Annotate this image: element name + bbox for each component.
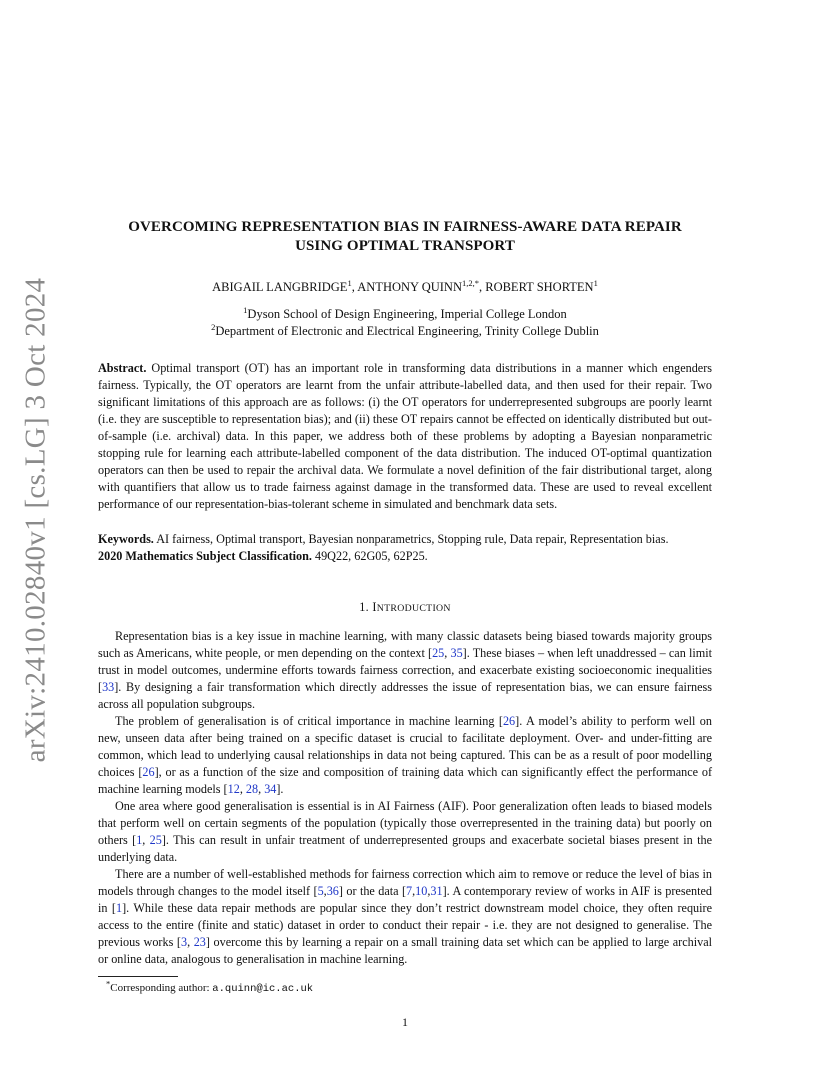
paragraph-text: One area where good generalisation is essential is in AI Fairness (AIF). Poor generalization often leads to biased models that perform well on certain segments of the population (typically those overrepresented in the training data) but poorly on others [ bbox=[98, 799, 712, 847]
author-name: ANTHONY QUINN bbox=[357, 280, 462, 294]
paragraph-text: ]. While these data repair methods are popular since they don’t restrict downstream model choice, they often require access to the entire (finite and static) dataset in order to conduct their repair - i.e. they are not designed to generalise. The previous works [ bbox=[98, 901, 713, 949]
paragraph-text: ], or as a function of the size and composition of training data which can significantly effect the performance of machine learning models [ bbox=[98, 765, 713, 796]
paper-title bbox=[98, 218, 712, 256]
paragraph-text: There are a number of well-established methods for fairness correction which aim to remove or reduce the level of bias in models through changes to the model itself [ bbox=[98, 867, 712, 898]
citation-link[interactable]: 36 bbox=[326, 884, 339, 898]
section-title-rest: NTRODUCTION bbox=[376, 603, 451, 614]
citation-link[interactable]: 3 bbox=[180, 935, 188, 949]
title-line-2: USING OPTIMAL TRANSPORT bbox=[295, 238, 515, 254]
footnote-email: a.quinn@ic.ac.uk bbox=[212, 983, 314, 995]
paragraph-text: ]. These biases – when left unaddressed – can limit trust in model outcomes, undermine efforts towards fairness correction, and exacerbate existing socioeconomic inequalities [ bbox=[98, 646, 712, 694]
affiliation-1 bbox=[98, 306, 712, 323]
paragraph-text: , bbox=[258, 782, 265, 796]
keywords-label: Keywords. bbox=[98, 532, 154, 546]
msc-label: 2020 Mathematics Subject Classification. bbox=[98, 549, 312, 563]
affiliation-sup: 1 bbox=[243, 304, 248, 315]
affiliation-text: Department of Electronic and Electrical Engineering, Trinity College Dublin bbox=[215, 324, 599, 338]
citation-link[interactable]: 25 bbox=[432, 646, 445, 660]
citation-link[interactable]: 28 bbox=[245, 782, 259, 796]
paragraph-text: ]. By designing a fair transformation which directly addresses the issue of representation bias, we can ensure fairness across all population subgroups. bbox=[98, 680, 712, 711]
affiliation-text: Dyson School of Design Engineering, Imperial College London bbox=[247, 307, 567, 321]
abstract bbox=[98, 360, 712, 513]
citation-link[interactable]: 26 bbox=[142, 765, 155, 779]
citation-link[interactable]: 34 bbox=[264, 782, 277, 796]
citation-link[interactable]: 25 bbox=[149, 833, 162, 847]
paragraph bbox=[98, 798, 712, 866]
paragraph-text: , bbox=[323, 884, 327, 898]
author-affil-sup: 1 bbox=[347, 277, 352, 288]
paper-metadata bbox=[98, 531, 712, 565]
keywords bbox=[98, 531, 712, 548]
author-affil-sup: 1 bbox=[593, 277, 598, 288]
citation-link[interactable]: 10 bbox=[415, 884, 428, 898]
citation-link[interactable]: 1 bbox=[136, 833, 143, 847]
affiliation-2 bbox=[98, 323, 712, 340]
abstract-label: Abstract. bbox=[98, 361, 147, 375]
citation-link[interactable]: 35 bbox=[450, 646, 463, 660]
paragraph-text: ]. This can result in unfair treatment of underrepresented groups and exacerbate societal biases present in the underlying data. bbox=[98, 833, 712, 864]
footnote-marker: * bbox=[106, 978, 111, 989]
footnote-text: Corresponding author: bbox=[110, 982, 213, 994]
paragraph-text: ]. A contemporary review of works in AIF is presented in [ bbox=[98, 884, 712, 915]
paragraph-text: ]. A model’s ability to perform well on new, unseen data after being trained on a specific dataset is crucial to facilitate deployment. Over- and under-fitting are common, which lead to underlying causal relationships in data not being captured. This can be as a result of poor modelling choices [ bbox=[98, 714, 712, 779]
paragraph bbox=[98, 866, 712, 968]
msc-text: 49Q22, 62G05, 62P25. bbox=[314, 549, 428, 563]
paragraph-text: , bbox=[427, 884, 431, 898]
msc-classification bbox=[98, 548, 712, 565]
paragraph bbox=[98, 713, 712, 798]
paragraph-text: The problem of generalisation is of critical importance in machine learning [ bbox=[115, 714, 503, 728]
section-title-initial: I bbox=[372, 600, 377, 614]
citation-link[interactable]: 33 bbox=[102, 680, 115, 694]
arxiv-identifier-stamp: arXiv:2410.02840v1 [cs.LG] 3 Oct 2024 bbox=[19, 277, 52, 763]
citation-link[interactable]: 12 bbox=[227, 782, 240, 796]
paragraph-text: ]. bbox=[276, 782, 284, 796]
abstract-text: Optimal transport (OT) has an important role in transforming data distributions in a manner which engenders fairness. Typically, the OT operators are learnt from the unfair attribute-labelled data, and then used for their repair. Two significant limitations of this approach are as follows: (i) the OT operators for underrepresented subgroups are poorly learnt (i.e. they are susceptible to representation bias); and (ii) these OT repairs cannot be effected on identically distributed but out-of-sample (i.e. archival) data. In this paper, we address both of these problems by adopting a Bayesian nonparametric stopping rule for learning each attribute-labelled component of the data distribution. The induced OT-optimal quantization operators can then be used to repair the archival data. We formulate a novel definition of the fair distributional target, along with quantifiers that allow us to trade fairness against damage in the transformed data. These are used to reveal excellent performance of our representation-bias-tolerant scheme in simulated and benchmark data sets. bbox=[98, 361, 713, 511]
author-name: ABIGAIL LANGBRIDGE bbox=[212, 280, 348, 294]
keywords-text: AI fairness, Optimal transport, Bayesian nonparametrics, Stopping rule, Data repair, Representation bias. bbox=[156, 532, 669, 546]
citation-link[interactable]: 7 bbox=[406, 884, 413, 898]
paragraph-text: , bbox=[412, 884, 416, 898]
citation-link[interactable]: 26 bbox=[502, 714, 516, 728]
paragraph bbox=[98, 628, 712, 713]
paragraph-text: , bbox=[187, 935, 194, 949]
title-line-1: OVERCOMING REPRESENTATION BIAS IN FAIRNESS-AWARE DATA REPAIR bbox=[128, 219, 682, 235]
paragraph-text: ] overcome this by learning a repair on a small training data set which can be applied to large archival or online data, analogous to generalisation in machine learning. bbox=[98, 935, 713, 966]
paragraph-text: , bbox=[444, 646, 451, 660]
author-name: ROBERT SHORTEN bbox=[485, 280, 594, 294]
paragraph-text: ] or the data [ bbox=[338, 884, 407, 898]
paragraph-text: , bbox=[239, 782, 246, 796]
section-heading bbox=[98, 600, 712, 615]
paragraph-text: Representation bias is a key issue in machine learning, with many classic datasets being biased towards majority groups such as Americans, white people, or men depending on the context [ bbox=[98, 629, 712, 660]
citation-link[interactable]: 1 bbox=[115, 901, 123, 915]
author-list: ABIGAIL LANGBRIDGE$^1$, ANTHONY $QUINN^{1,2,*}$, ROBERT SHORTEN$^1$ bbox=[212, 277, 598, 294]
affiliation-sup: 2 bbox=[211, 321, 216, 332]
citation-link[interactable]: 5 bbox=[317, 884, 324, 898]
citation-link[interactable]: 31 bbox=[430, 884, 443, 898]
page-number: 1 bbox=[402, 1015, 408, 1029]
section-body bbox=[98, 628, 712, 968]
citation-link[interactable]: 23 bbox=[193, 935, 206, 949]
paragraph-text: , bbox=[142, 833, 150, 847]
section-number: 1. bbox=[359, 600, 369, 614]
footnote-divider bbox=[98, 976, 178, 977]
affiliations bbox=[98, 306, 712, 340]
footnote bbox=[106, 978, 314, 995]
author-affil-sup: 1,2,* bbox=[461, 277, 479, 288]
